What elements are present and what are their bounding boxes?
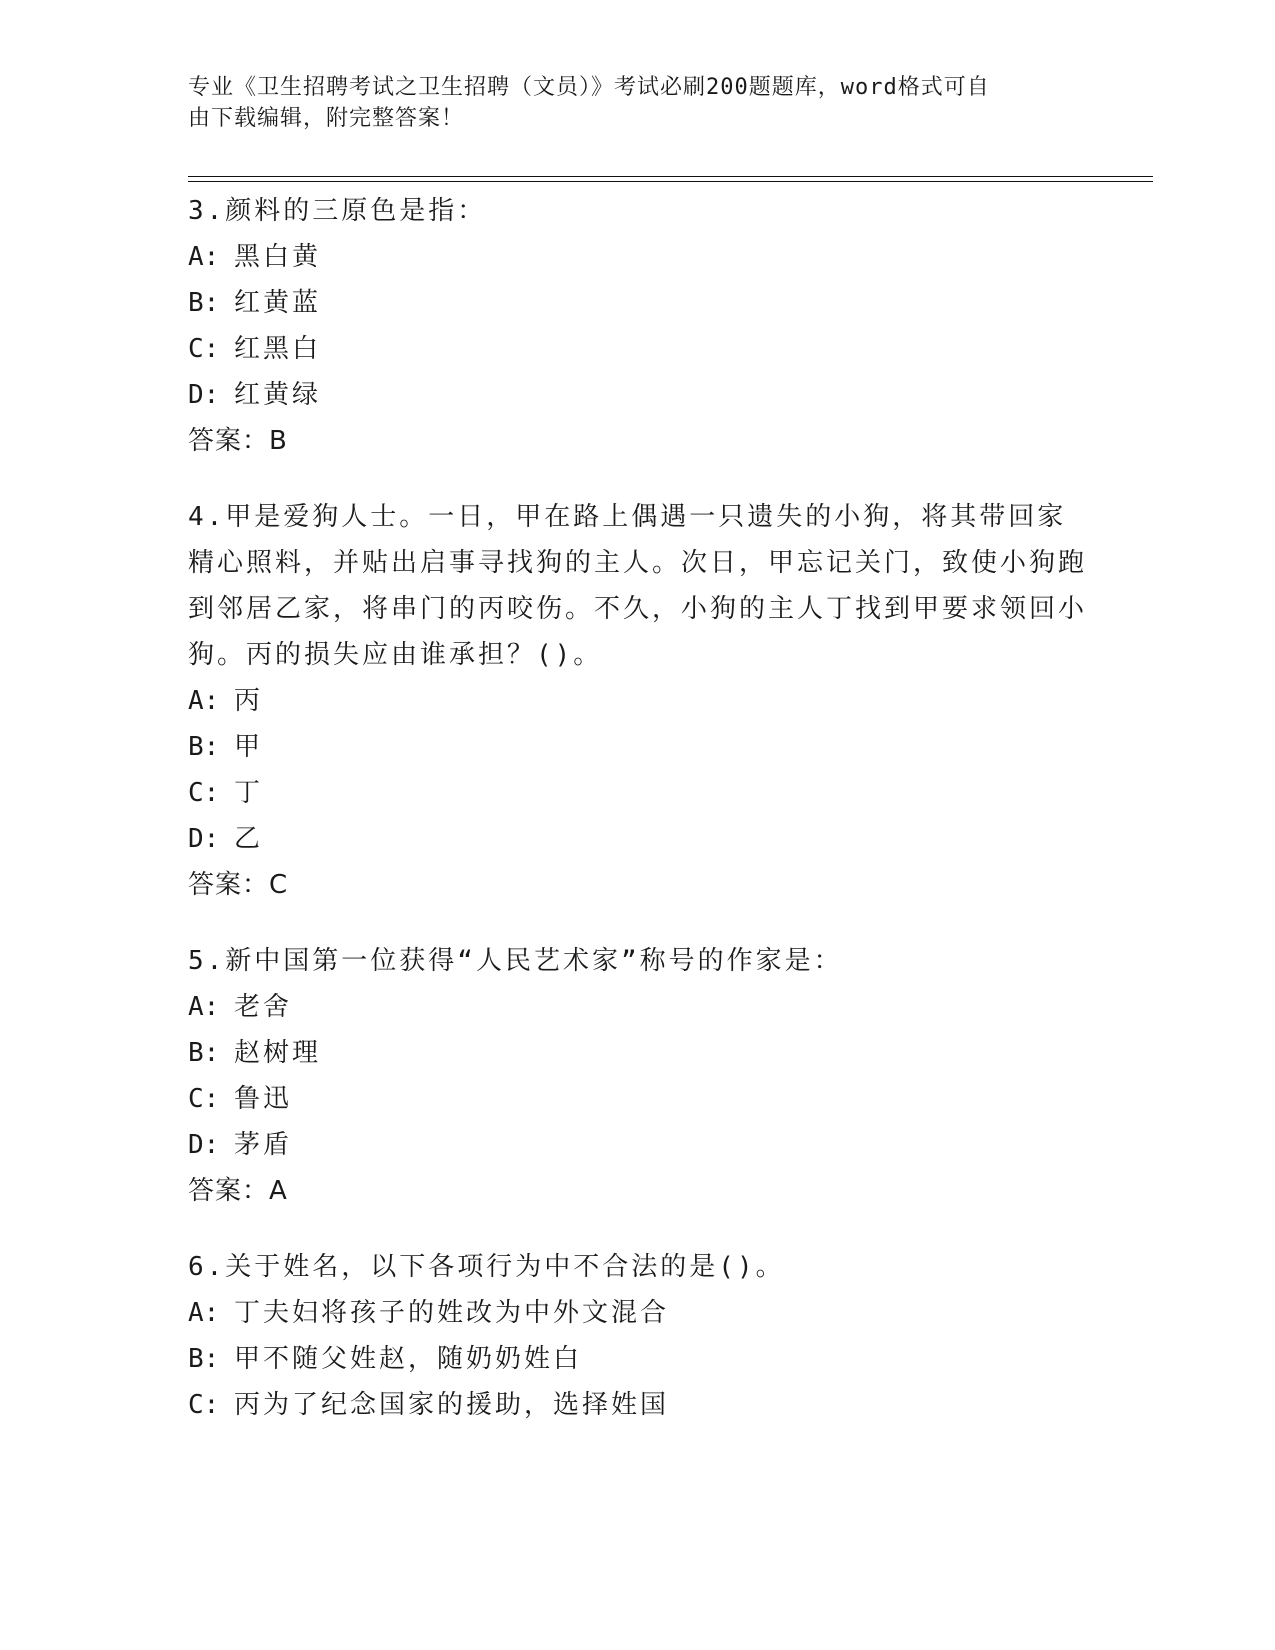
header-line-1: 专业《卫生招聘考试之卫生招聘（文员）》考试必刷200题题库，word格式可自 — [188, 75, 990, 100]
option-letter: A: — [188, 686, 220, 716]
option-text: 红黄蓝 — [234, 288, 322, 318]
option-text: 红黄绿 — [234, 380, 322, 410]
option-letter: B: — [188, 288, 220, 318]
header-line-2: 由下载编辑，附完整答案！ — [188, 106, 465, 131]
option-text: 黑白黄 — [234, 242, 322, 272]
option-letter: C: — [188, 1390, 220, 1420]
question-3 — [188, 188, 1088, 464]
option-a — [188, 1290, 1088, 1336]
option-text: 红黑白 — [234, 334, 322, 364]
option-c — [188, 1382, 1088, 1428]
option-text: 老舍 — [234, 992, 293, 1022]
option-b — [188, 724, 1088, 770]
option-b — [188, 280, 1088, 326]
option-d — [188, 1122, 1088, 1168]
question-text: 6.关于姓名，以下各项行为中不合法的是()。 — [188, 1252, 785, 1282]
question-6 — [188, 1244, 1088, 1428]
option-text: 乙 — [234, 824, 264, 854]
option-c — [188, 770, 1088, 816]
document-header — [188, 72, 1068, 134]
header-divider-bottom — [188, 181, 1153, 182]
option-letter: A: — [188, 992, 220, 1022]
option-letter: A: — [188, 242, 220, 272]
question-text: 4.甲是爱狗人士。一日，甲在路上偶遇一只遗失的小狗，将其带回家精心照料，并贴出启事寻找狗的主人。次日，甲忘记关门，致使小狗跑到邻居乙家，将串门的丙咬伤。不久，小狗的主人丁找到甲要求领回小狗。丙的损失应由谁承担？()。 — [188, 502, 1088, 670]
option-b — [188, 1030, 1088, 1076]
option-d — [188, 816, 1088, 862]
option-text: 甲不随父姓赵，随奶奶姓白 — [234, 1344, 583, 1374]
option-text: 丁 — [234, 778, 264, 808]
option-letter: B: — [188, 1344, 220, 1374]
option-letter: C: — [188, 334, 220, 364]
question-text: 5.新中国第一位获得“人民艺术家”称号的作家是： — [188, 946, 843, 976]
option-d — [188, 372, 1088, 418]
question-list — [188, 188, 1088, 1458]
option-letter: C: — [188, 1084, 220, 1114]
option-text: 赵树理 — [234, 1038, 322, 1068]
option-a — [188, 234, 1088, 280]
question-4 — [188, 494, 1088, 908]
option-letter: D: — [188, 1130, 220, 1160]
option-text: 鲁迅 — [234, 1084, 293, 1114]
option-text: 丁夫妇将孩子的姓改为中外文混合 — [234, 1298, 670, 1328]
option-text: 甲 — [234, 732, 264, 762]
option-b — [188, 1336, 1088, 1382]
question-5 — [188, 938, 1088, 1214]
option-letter: B: — [188, 1038, 220, 1068]
option-letter: B: — [188, 732, 220, 762]
option-a — [188, 678, 1088, 724]
answer-line: 答案：A — [188, 1176, 288, 1206]
option-letter: A: — [188, 1298, 220, 1328]
option-text: 丙为了纪念国家的援助，选择姓国 — [234, 1390, 670, 1420]
option-text: 茅盾 — [234, 1130, 293, 1160]
header-divider-top — [188, 176, 1153, 177]
option-text: 丙 — [234, 686, 264, 716]
option-letter: D: — [188, 824, 220, 854]
answer-line: 答案：C — [188, 870, 289, 900]
option-letter: D: — [188, 380, 220, 410]
option-c — [188, 1076, 1088, 1122]
option-c — [188, 326, 1088, 372]
option-letter: C: — [188, 778, 220, 808]
answer-line: 答案：B — [188, 426, 288, 456]
option-a — [188, 984, 1088, 1030]
question-text: 3.颜料的三原色是指： — [188, 196, 487, 226]
